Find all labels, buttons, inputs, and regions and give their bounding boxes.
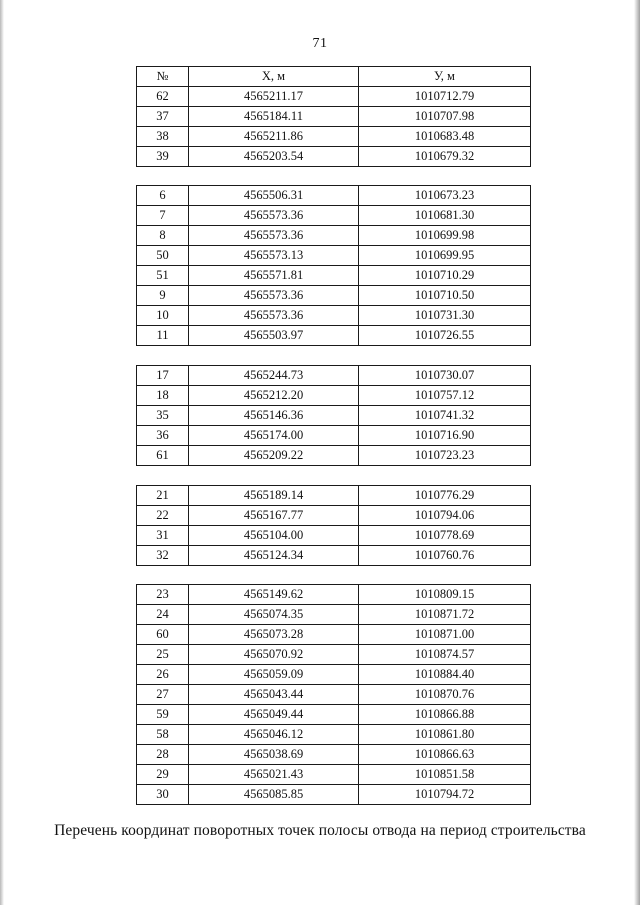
y-coordinate-cell: 1010794.72 [359, 785, 531, 805]
y-coordinate-cell: 1010866.63 [359, 745, 531, 765]
y-coordinate-cell: 1010673.23 [359, 186, 531, 206]
point-number-cell: 29 [137, 765, 189, 785]
table-row [137, 585, 531, 605]
table-row [137, 765, 531, 785]
x-coordinate-cell: 4565212.20 [189, 386, 359, 406]
y-coordinate-cell: 1010874.57 [359, 645, 531, 665]
column-header-number: № [137, 67, 189, 87]
table-row [137, 246, 531, 266]
x-coordinate-cell: 4565085.85 [189, 785, 359, 805]
table-row [137, 206, 531, 226]
table-row [137, 127, 531, 147]
x-coordinate-cell: 4565573.36 [189, 206, 359, 226]
table-header-row [137, 67, 531, 87]
point-number-cell: 26 [137, 665, 189, 685]
y-coordinate-cell: 1010731.30 [359, 306, 531, 326]
y-coordinate-cell: 1010809.15 [359, 585, 531, 605]
point-number-cell: 27 [137, 685, 189, 705]
x-coordinate-cell: 4565149.62 [189, 585, 359, 605]
y-coordinate-cell: 1010712.79 [359, 87, 531, 107]
table-row [137, 306, 531, 326]
coordinates-table-group-3 [136, 365, 531, 466]
coordinates-table-group-2 [136, 185, 531, 346]
x-coordinate-cell: 4565146.36 [189, 406, 359, 426]
y-coordinate-cell: 1010776.29 [359, 486, 531, 506]
x-coordinate-cell: 4565124.34 [189, 546, 359, 566]
table-row [137, 725, 531, 745]
y-coordinate-cell: 1010871.00 [359, 625, 531, 645]
y-coordinate-cell: 1010741.32 [359, 406, 531, 426]
point-number-cell: 51 [137, 266, 189, 286]
x-coordinate-cell: 4565046.12 [189, 725, 359, 745]
x-coordinate-cell: 4565174.00 [189, 426, 359, 446]
x-coordinate-cell: 4565211.17 [189, 87, 359, 107]
y-coordinate-cell: 1010681.30 [359, 206, 531, 226]
point-number-cell: 30 [137, 785, 189, 805]
x-coordinate-cell: 4565189.14 [189, 486, 359, 506]
table-row [137, 326, 531, 346]
x-coordinate-cell: 4565167.77 [189, 506, 359, 526]
x-coordinate-cell: 4565203.54 [189, 147, 359, 167]
table-row [137, 486, 531, 506]
table-row [137, 406, 531, 426]
point-number-cell: 31 [137, 526, 189, 546]
point-number-cell: 38 [137, 127, 189, 147]
table-row [137, 107, 531, 127]
x-coordinate-cell: 4565184.11 [189, 107, 359, 127]
x-coordinate-cell: 4565059.09 [189, 665, 359, 685]
coordinates-table-group-4 [136, 485, 531, 566]
x-coordinate-cell: 4565506.31 [189, 186, 359, 206]
y-coordinate-cell: 1010699.98 [359, 226, 531, 246]
y-coordinate-cell: 1010730.07 [359, 366, 531, 386]
scan-edge-left [0, 0, 4, 905]
point-number-cell: 50 [137, 246, 189, 266]
coordinates-table-header-group [136, 66, 531, 167]
table-row [137, 386, 531, 406]
point-number-cell: 59 [137, 705, 189, 725]
table-row [137, 226, 531, 246]
x-coordinate-cell: 4565571.81 [189, 266, 359, 286]
x-coordinate-cell: 4565070.92 [189, 645, 359, 665]
point-number-cell: 17 [137, 366, 189, 386]
point-number-cell: 25 [137, 645, 189, 665]
table-row [137, 446, 531, 466]
y-coordinate-cell: 1010707.98 [359, 107, 531, 127]
x-coordinate-cell: 4565209.22 [189, 446, 359, 466]
column-header-y: У, м [359, 67, 531, 87]
point-number-cell: 23 [137, 585, 189, 605]
y-coordinate-cell: 1010699.95 [359, 246, 531, 266]
scan-edge-right [634, 0, 640, 905]
point-number-cell: 11 [137, 326, 189, 346]
point-number-cell: 21 [137, 486, 189, 506]
table-row [137, 605, 531, 625]
x-coordinate-cell: 4565049.44 [189, 705, 359, 725]
y-coordinate-cell: 1010723.23 [359, 446, 531, 466]
point-number-cell: 24 [137, 605, 189, 625]
y-coordinate-cell: 1010870.76 [359, 685, 531, 705]
coordinates-table-group-5 [136, 584, 531, 805]
x-coordinate-cell: 4565244.73 [189, 366, 359, 386]
page-number: 71 [312, 36, 328, 51]
point-number-cell: 62 [137, 87, 189, 107]
point-number-cell: 39 [137, 147, 189, 167]
point-number-cell: 6 [137, 186, 189, 206]
x-coordinate-cell: 4565211.86 [189, 127, 359, 147]
point-number-cell: 28 [137, 745, 189, 765]
point-number-cell: 37 [137, 107, 189, 127]
table-row [137, 286, 531, 306]
y-coordinate-cell: 1010866.88 [359, 705, 531, 725]
point-number-cell: 58 [137, 725, 189, 745]
table-row [137, 745, 531, 765]
table-row [137, 685, 531, 705]
table-row [137, 147, 531, 167]
y-coordinate-cell: 1010851.58 [359, 765, 531, 785]
point-number-cell: 9 [137, 286, 189, 306]
y-coordinate-cell: 1010778.69 [359, 526, 531, 546]
point-number-cell: 7 [137, 206, 189, 226]
x-coordinate-cell: 4565573.13 [189, 246, 359, 266]
point-number-cell: 8 [137, 226, 189, 246]
y-coordinate-cell: 1010871.72 [359, 605, 531, 625]
y-coordinate-cell: 1010710.50 [359, 286, 531, 306]
table-row [137, 426, 531, 446]
table-row [137, 705, 531, 725]
table-row [137, 645, 531, 665]
point-number-cell: 35 [137, 406, 189, 426]
point-number-cell: 36 [137, 426, 189, 446]
x-coordinate-cell: 4565104.00 [189, 526, 359, 546]
y-coordinate-cell: 1010884.40 [359, 665, 531, 685]
table-row [137, 785, 531, 805]
y-coordinate-cell: 1010757.12 [359, 386, 531, 406]
point-number-cell: 10 [137, 306, 189, 326]
table-row [137, 87, 531, 107]
table-row [137, 546, 531, 566]
y-coordinate-cell: 1010710.29 [359, 266, 531, 286]
table-row [137, 266, 531, 286]
x-coordinate-cell: 4565573.36 [189, 226, 359, 246]
table-row [137, 526, 531, 546]
x-coordinate-cell: 4565503.97 [189, 326, 359, 346]
y-coordinate-cell: 1010683.48 [359, 127, 531, 147]
point-number-cell: 32 [137, 546, 189, 566]
y-coordinate-cell: 1010794.06 [359, 506, 531, 526]
point-number-cell: 18 [137, 386, 189, 406]
y-coordinate-cell: 1010726.55 [359, 326, 531, 346]
point-number-cell: 60 [137, 625, 189, 645]
point-number-cell: 61 [137, 446, 189, 466]
x-coordinate-cell: 4565573.36 [189, 286, 359, 306]
table-row [137, 625, 531, 645]
column-header-x: Х, м [189, 67, 359, 87]
x-coordinate-cell: 4565073.28 [189, 625, 359, 645]
section-caption: Перечень координат поворотных точек полосы отвода на период строительства [54, 822, 586, 839]
y-coordinate-cell: 1010760.76 [359, 546, 531, 566]
x-coordinate-cell: 4565038.69 [189, 745, 359, 765]
x-coordinate-cell: 4565043.44 [189, 685, 359, 705]
y-coordinate-cell: 1010861.80 [359, 725, 531, 745]
x-coordinate-cell: 4565573.36 [189, 306, 359, 326]
y-coordinate-cell: 1010716.90 [359, 426, 531, 446]
table-row [137, 366, 531, 386]
table-row [137, 186, 531, 206]
table-row [137, 506, 531, 526]
y-coordinate-cell: 1010679.32 [359, 147, 531, 167]
x-coordinate-cell: 4565021.43 [189, 765, 359, 785]
point-number-cell: 22 [137, 506, 189, 526]
x-coordinate-cell: 4565074.35 [189, 605, 359, 625]
table-row [137, 665, 531, 685]
